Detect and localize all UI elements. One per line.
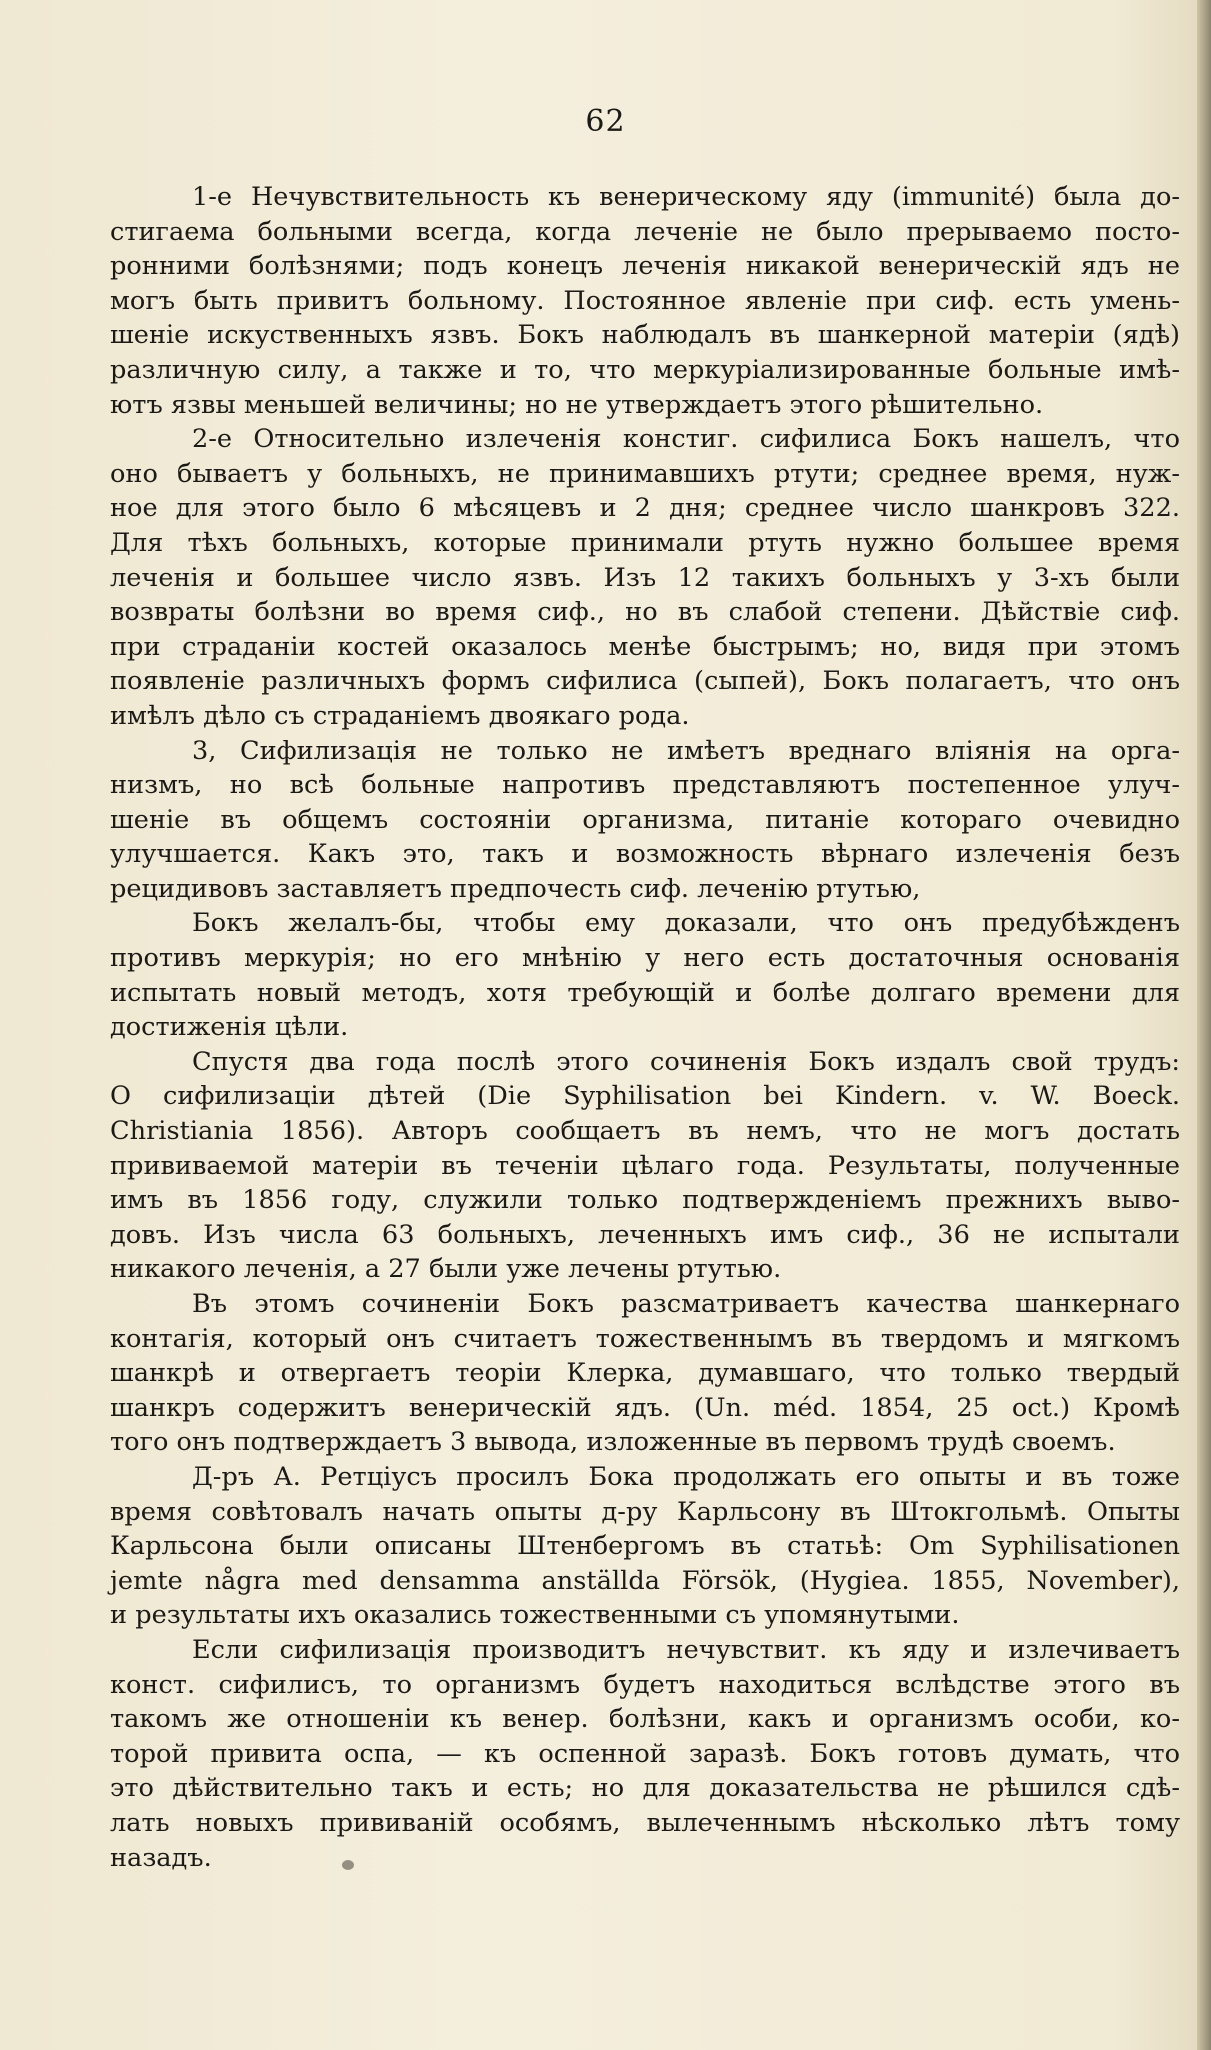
text-line: 1-е Нечувствительность къ венерическому яду (immunité) была до-: [192, 182, 1180, 212]
text-line: лать новыхъ прививаній особямъ, вылеченнымъ нѣсколько лѣтъ тому: [110, 1807, 1180, 1838]
text-line: шеніе искуственныхъ язвъ. Бокъ наблюдалъ въ шанкерной матеріи (ядѣ): [110, 320, 1180, 351]
text-line: это дѣйствительно такъ и есть; но для доказательства не рѣшился сдѣ-: [110, 1773, 1180, 1804]
text-line: торой привита оспа, — къ оспенной заразѣ. Бокъ готовъ думать, что: [110, 1738, 1180, 1769]
text-line: Christiania 1856). Авторъ сообщаетъ въ немъ, что не могъ достать: [110, 1116, 1180, 1147]
text-line: появленіе различныхъ формъ сифилиса (сыпей), Бокъ полагаетъ, что онъ: [110, 666, 1180, 697]
text-line: улучшается. Какъ это, такъ и возможность вѣрнаго излеченія безъ: [110, 839, 1180, 870]
text-line: различную силу, а также и то, что меркуріализированные больные имѣ-: [110, 354, 1180, 385]
text-line: ронними болѣзнями; подъ конецъ леченія никакой венерическій ядъ не: [110, 251, 1180, 282]
text-line: имѣлъ дѣло съ страданіемъ двоякаго рода.: [110, 700, 690, 731]
text-line: шанкрѣ и отвергаетъ теоріи Клерка, думавшаго, что только твердый: [110, 1358, 1180, 1389]
text-line: возвраты болѣзни во время сиф., но въ слабой степени. Дѣйствіе сиф.: [110, 597, 1180, 628]
text-line: оно бываетъ у больныхъ, не принимавшихъ ртути; среднее время, нуж-: [110, 458, 1180, 489]
text-line: jemte några med densamma anställda Försök, (Hygiea. 1855, November),: [110, 1565, 1180, 1596]
text-line: Д-ръ А. Ретціусъ просилъ Бока продолжать его опыты и въ тоже: [192, 1461, 1180, 1492]
text-line: рецидивовъ заставляетъ предпочесть сиф. леченію ртутью,: [110, 873, 921, 904]
text-line: контагія, который онъ считаетъ тожественнымъ въ твердомъ и мягкомъ: [110, 1323, 1180, 1354]
text-line: леченія и большее число язвъ. Изъ 12 такихъ больныхъ у 3-хъ были: [110, 562, 1180, 593]
text-line: низмъ, но всѣ больные напротивъ представляютъ постепенное улуч-: [110, 770, 1180, 801]
text-line: противъ меркурія; но его мнѣнію у него есть достаточныя основанія: [110, 943, 1180, 974]
body-text: [110, 180, 1180, 1875]
text-line: шанкръ содержитъ венерическій ядъ. (Un. méd. 1854, 25 oct.) Кромѣ: [110, 1392, 1180, 1423]
text-line: назадъ.: [110, 1842, 212, 1873]
text-line: время совѣтовалъ начать опыты д-ру Карльсону въ Штокгольмѣ. Опыты: [110, 1496, 1180, 1527]
text-line: Бокъ желалъ-бы, чтобы ему доказали, что онъ предубѣжденъ: [192, 908, 1180, 939]
text-line: Если сифилизація производитъ нечувствит. къ яду и излечиваетъ: [192, 1634, 1180, 1665]
text-line: шеніе въ общемъ состояніи организма, питаніе котораго очевидно: [110, 804, 1180, 835]
text-line: никакого леченія, а 27 были уже лечены ртутью.: [110, 1254, 782, 1285]
text-line: такомъ же отношеніи къ венер. болѣзни, какъ и организмъ особи, ко-: [110, 1704, 1180, 1735]
text-line: Спустя два года послѣ этого сочиненія Бокъ издалъ свой трудъ:: [192, 1046, 1180, 1077]
text-line: Въ этомъ сочиненіи Бокъ разсматриваетъ качества шанкернаго: [192, 1289, 1180, 1319]
text-line: при страданіи костей оказалось менѣе быстрымъ; но, видя при этомъ: [110, 631, 1180, 662]
text-line: прививаемой матеріи въ теченіи цѣлаго года. Результаты, полученные: [110, 1150, 1180, 1181]
text-line: того онъ подтверждаетъ 3 вывода, изложенные въ первомъ трудѣ своемъ.: [110, 1427, 1116, 1458]
text-line: ное для этого было 6 мѣсяцевъ и 2 дня; среднее число шанкровъ 322.: [110, 493, 1180, 524]
text-line: испытать новый методъ, хотя требующій и болѣе долгаго времени для: [110, 977, 1180, 1008]
text-line: Для тѣхъ больныхъ, которые принимали ртуть нужно большее время: [110, 527, 1180, 558]
text-line: 2-е Относительно излеченія констиг. сифилиса Бокъ нашелъ, что: [192, 424, 1180, 455]
text-line: могъ быть привитъ больному. Постоянное явленіе при сиф. есть умень-: [110, 285, 1180, 316]
text-line: О сифилизаціи дѣтей (Die Syphilisation bei Kindern. v. W. Boeck.: [110, 1081, 1180, 1112]
text-line: стигаема больными всегда, когда леченіе не было прерываемо посто-: [110, 216, 1180, 247]
text-line: достиженія цѣли.: [110, 1012, 349, 1043]
text-line: Карльсона были описаны Штенбергомъ въ статьѣ: Om Syphilisationen: [110, 1531, 1180, 1562]
text-line: имъ въ 1856 году, служили только подтвержденіемъ прежнихъ выво-: [110, 1185, 1180, 1216]
page-edge-shadow: [1197, 0, 1211, 2050]
text-line: ютъ язвы меньшей величины; но не утверждаетъ этого рѣшительно.: [110, 389, 1044, 420]
text-line: довъ. Изъ числа 63 больныхъ, леченныхъ имъ сиф., 36 не испытали: [110, 1219, 1180, 1250]
text-line: конст. сифилисъ, то организмъ будетъ находиться вслѣдстве этого въ: [110, 1669, 1180, 1700]
text-line: и результаты ихъ оказались тожественными съ упомянутыми.: [110, 1600, 960, 1631]
ink-fleck: [342, 1860, 354, 1870]
text-line: 3, Сифилизація не только не имѣетъ вреднаго вліянія на орга-: [192, 735, 1180, 766]
page-number: 62: [585, 104, 626, 139]
